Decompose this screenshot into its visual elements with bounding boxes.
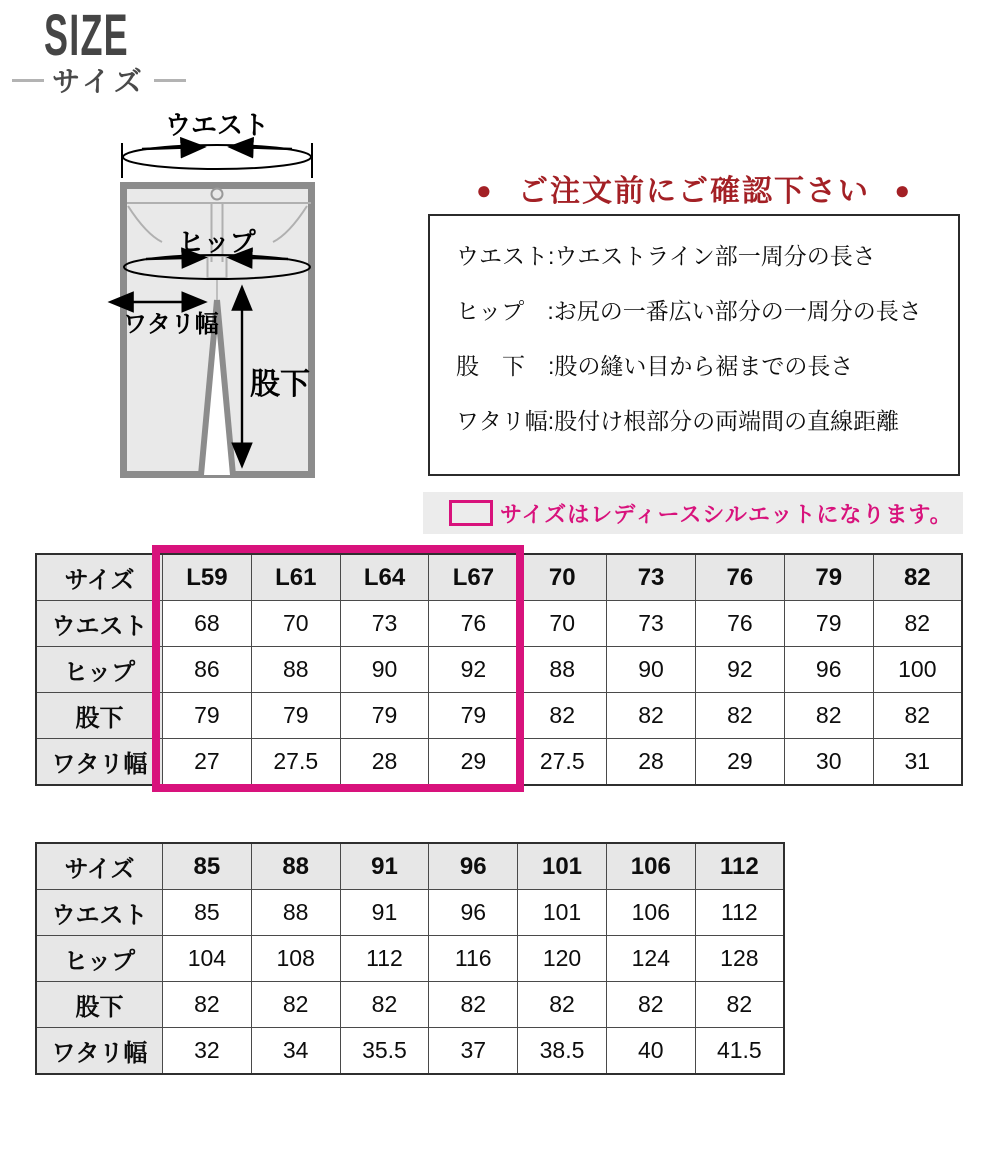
notice-colon: : bbox=[547, 298, 554, 324]
size-column-header: 82 bbox=[873, 554, 962, 601]
notice-desc: お尻の一番広い部分の一周分の長さ bbox=[553, 298, 922, 324]
size-cell: 35.5 bbox=[340, 1028, 429, 1075]
size-cell: 79 bbox=[429, 693, 518, 739]
page-subtitle-label: サイズ bbox=[52, 66, 146, 97]
size-cell: 82 bbox=[340, 982, 429, 1028]
size-cell: 82 bbox=[873, 693, 962, 739]
size-cell: 79 bbox=[784, 601, 873, 647]
ladies-note-label: サイズはレディースシルエットになります。 bbox=[500, 501, 953, 527]
notice-box bbox=[428, 214, 960, 476]
size-cell: 100 bbox=[873, 647, 962, 693]
notice-term: ウエスト bbox=[456, 243, 548, 269]
size-cell: 27 bbox=[163, 739, 252, 786]
size-cell: 82 bbox=[429, 982, 518, 1028]
row-label: ウエスト bbox=[36, 601, 163, 647]
size-cell: 86 bbox=[163, 647, 252, 693]
notice-colon: : bbox=[548, 243, 555, 269]
size-cell: 106 bbox=[606, 890, 695, 936]
size-cell: 38.5 bbox=[518, 1028, 607, 1075]
waist-label: ウエスト bbox=[164, 110, 270, 140]
waist-arrow-right-icon bbox=[232, 147, 292, 149]
bullet-icon: ● bbox=[894, 175, 913, 205]
pants-measurement-diagram bbox=[90, 104, 350, 499]
size-cell: 85 bbox=[163, 890, 252, 936]
notice-desc: ウエストライン部一周分の長さ bbox=[554, 243, 876, 269]
size-cell: 79 bbox=[251, 693, 340, 739]
table-row bbox=[36, 890, 784, 936]
hip-arrow-left-icon bbox=[146, 258, 203, 260]
size-table-corner-header: サイズ bbox=[36, 843, 163, 890]
table-row bbox=[36, 693, 962, 739]
size-column-header: 76 bbox=[695, 554, 784, 601]
hip-arrow-right-icon bbox=[231, 258, 288, 260]
size-cell: 128 bbox=[695, 936, 784, 982]
size-cell: 112 bbox=[695, 890, 784, 936]
row-label: ワタリ幅 bbox=[36, 1028, 163, 1075]
waist-arrow-left-icon bbox=[142, 147, 202, 149]
notice-item bbox=[456, 244, 958, 268]
notice-heading-label: ご注文前にご確認下さい bbox=[518, 175, 870, 208]
size-column-header: 101 bbox=[518, 843, 607, 890]
size-cell: 76 bbox=[695, 601, 784, 647]
size-cell: 112 bbox=[340, 936, 429, 982]
notice-term: ワタリ幅 bbox=[456, 408, 548, 434]
notice-desc: 股付け根部分の両端間の直線距離 bbox=[554, 408, 900, 434]
size-cell: 29 bbox=[429, 739, 518, 786]
size-column-header: 112 bbox=[695, 843, 784, 890]
size-column-header: 96 bbox=[429, 843, 518, 890]
size-cell: 73 bbox=[340, 601, 429, 647]
size-cell: 41.5 bbox=[695, 1028, 784, 1075]
size-column-header: 88 bbox=[251, 843, 340, 890]
row-label: ヒップ bbox=[36, 936, 163, 982]
size-cell: 116 bbox=[429, 936, 518, 982]
size-cell: 68 bbox=[163, 601, 252, 647]
size-cell: 37 bbox=[429, 1028, 518, 1075]
size-table-corner-header: サイズ bbox=[36, 554, 163, 601]
size-column-header: 85 bbox=[163, 843, 252, 890]
size-column-header: L61 bbox=[251, 554, 340, 601]
table-row bbox=[36, 601, 962, 647]
size-cell: 82 bbox=[518, 693, 607, 739]
left-dash-decoration bbox=[12, 79, 44, 82]
size-cell: 79 bbox=[163, 693, 252, 739]
size-cell: 30 bbox=[784, 739, 873, 786]
table-row bbox=[36, 739, 962, 786]
size-cell: 96 bbox=[784, 647, 873, 693]
size-column-header: 79 bbox=[784, 554, 873, 601]
size-cell: 34 bbox=[251, 1028, 340, 1075]
size-column-header: 70 bbox=[518, 554, 607, 601]
row-label: ヒップ bbox=[36, 647, 163, 693]
size-cell: 108 bbox=[251, 936, 340, 982]
size-cell: 120 bbox=[518, 936, 607, 982]
size-cell: 82 bbox=[695, 693, 784, 739]
notice-item bbox=[456, 409, 958, 433]
size-column-header: L67 bbox=[429, 554, 518, 601]
ladies-size-swatch-icon bbox=[449, 500, 493, 526]
inseam-label: 股下 bbox=[250, 368, 310, 401]
size-cell: 82 bbox=[695, 982, 784, 1028]
size-cell: 124 bbox=[606, 936, 695, 982]
row-label: ワタリ幅 bbox=[36, 739, 163, 786]
size-cell: 79 bbox=[340, 693, 429, 739]
size-cell: 101 bbox=[518, 890, 607, 936]
notice-term: ヒップ bbox=[456, 298, 548, 324]
row-label: 股下 bbox=[36, 982, 163, 1028]
row-label: 股下 bbox=[36, 693, 163, 739]
button-icon bbox=[212, 189, 223, 200]
table-row bbox=[36, 647, 962, 693]
size-cell: 82 bbox=[784, 693, 873, 739]
size-cell: 40 bbox=[606, 1028, 695, 1075]
size-cell: 31 bbox=[873, 739, 962, 786]
lower-size-table bbox=[35, 842, 785, 1075]
size-cell: 82 bbox=[163, 982, 252, 1028]
size-cell: 91 bbox=[340, 890, 429, 936]
hip-label: ヒップ bbox=[178, 227, 256, 257]
size-cell: 76 bbox=[429, 601, 518, 647]
size-cell: 27.5 bbox=[251, 739, 340, 786]
size-cell: 92 bbox=[429, 647, 518, 693]
size-column-header: 106 bbox=[606, 843, 695, 890]
ladies-note bbox=[423, 492, 963, 534]
row-label: ウエスト bbox=[36, 890, 163, 936]
size-cell: 28 bbox=[340, 739, 429, 786]
right-dash-decoration bbox=[154, 79, 186, 82]
size-column-header: 91 bbox=[340, 843, 429, 890]
size-column-header: L64 bbox=[340, 554, 429, 601]
watari-width-label: ワタリ幅 bbox=[123, 311, 219, 338]
size-cell: 70 bbox=[251, 601, 340, 647]
size-cell: 90 bbox=[607, 647, 696, 693]
table-row bbox=[36, 936, 784, 982]
notice-desc: 股の縫い目から裾までの長さ bbox=[554, 353, 854, 379]
size-cell: 96 bbox=[429, 890, 518, 936]
size-cell: 92 bbox=[695, 647, 784, 693]
size-cell: 88 bbox=[251, 890, 340, 936]
notice-colon: : bbox=[547, 408, 555, 434]
size-cell: 82 bbox=[251, 982, 340, 1028]
size-cell: 90 bbox=[340, 647, 429, 693]
size-cell: 82 bbox=[873, 601, 962, 647]
size-cell: 32 bbox=[163, 1028, 252, 1075]
size-cell: 88 bbox=[251, 647, 340, 693]
size-cell: 28 bbox=[607, 739, 696, 786]
size-cell: 29 bbox=[695, 739, 784, 786]
notice-heading bbox=[428, 166, 960, 210]
notice-term: 股 下 bbox=[456, 353, 548, 379]
size-cell: 82 bbox=[518, 982, 607, 1028]
size-cell: 104 bbox=[163, 936, 252, 982]
upper-size-table bbox=[35, 553, 963, 786]
table-row bbox=[36, 982, 784, 1028]
notice-list bbox=[456, 244, 958, 433]
size-cell: 70 bbox=[518, 601, 607, 647]
size-cell: 88 bbox=[518, 647, 607, 693]
bullet-icon: ● bbox=[475, 175, 494, 205]
table-row bbox=[36, 1028, 784, 1075]
page-title: SIZE bbox=[44, 3, 129, 68]
size-cell: 82 bbox=[606, 982, 695, 1028]
size-cell: 27.5 bbox=[518, 739, 607, 786]
size-column-header: L59 bbox=[163, 554, 252, 601]
page-subtitle bbox=[12, 60, 186, 100]
size-column-header: 73 bbox=[607, 554, 696, 601]
notice-item bbox=[456, 299, 958, 323]
notice-item bbox=[456, 354, 958, 378]
size-cell: 73 bbox=[607, 601, 696, 647]
notice-colon: : bbox=[548, 353, 555, 379]
size-cell: 82 bbox=[607, 693, 696, 739]
